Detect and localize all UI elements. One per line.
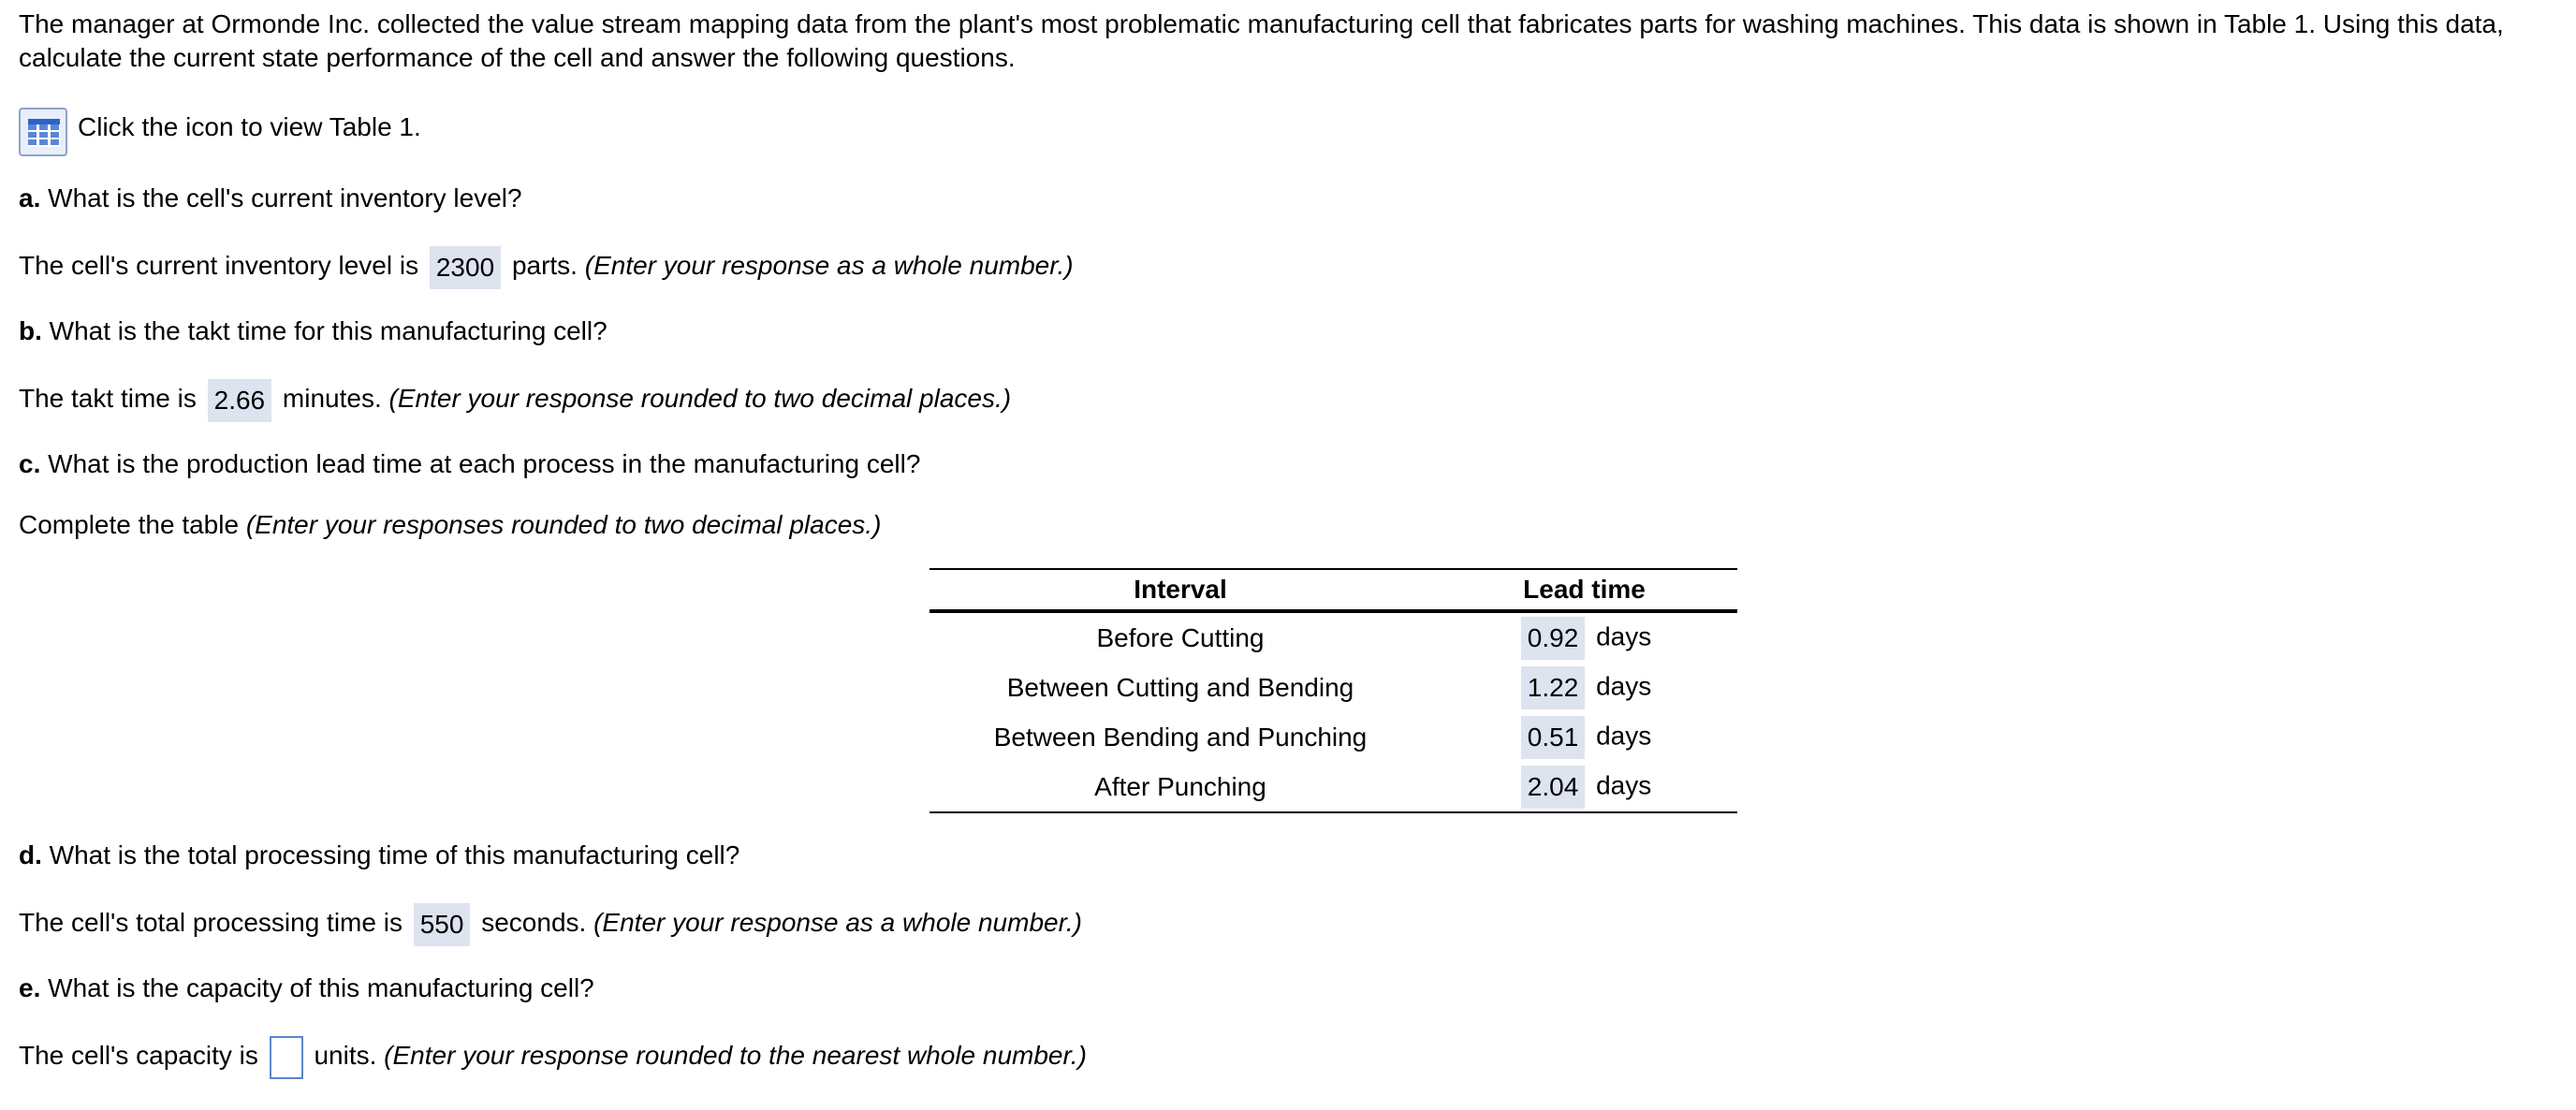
answer-b-prefix: The takt time is [19, 384, 197, 413]
interval-cell: Between Bending and Punching [993, 722, 1368, 752]
unit-label: days [1596, 769, 1652, 799]
question-d [19, 839, 739, 872]
answer-e-line [19, 1030, 1087, 1081]
question-a-letter: a. [19, 183, 41, 212]
answer-b-line [19, 373, 1011, 424]
lead-time-header-row [929, 569, 1737, 611]
inventory-answer-field[interactable]: 2300 [430, 246, 501, 289]
lead-time-table [929, 568, 1737, 813]
interval-header: Interval [929, 569, 1431, 611]
lead-time-answer-field[interactable]: 2.04 [1521, 766, 1586, 809]
lead-time-header: Lead time [1431, 569, 1737, 611]
lead-time-answer-field[interactable]: 0.92 [1521, 617, 1586, 660]
answer-d-line [19, 898, 1082, 948]
question-e-letter: e. [19, 973, 41, 1002]
question-b-letter: b. [19, 316, 42, 345]
table-row [929, 762, 1737, 812]
table-link-text: Click the icon to view Table 1. [78, 112, 421, 141]
lead-time-cell [1431, 762, 1737, 812]
lead-time-answer-field[interactable]: 0.51 [1521, 716, 1586, 759]
answer-d-prefix: The cell's total processing time is [19, 908, 402, 937]
question-a [19, 182, 522, 215]
answer-e-prefix: The cell's capacity is [19, 1041, 258, 1070]
table-instruction-prefix: Complete the table [19, 510, 240, 539]
question-a-text: What is the cell's current inventory level? [48, 183, 522, 212]
table-row [929, 663, 1737, 712]
lead-time-cell [1431, 611, 1737, 663]
answer-a-suffix: parts. [511, 251, 578, 280]
answer-e-suffix: units. [314, 1041, 377, 1070]
answer-e-note: (Enter your response rounded to the nearest whole number.) [384, 1041, 1087, 1070]
table-row [929, 611, 1737, 663]
question-d-letter: d. [19, 840, 42, 869]
table-instruction [19, 508, 881, 542]
lead-time-cell [1431, 663, 1737, 712]
answer-d-suffix: seconds. [481, 908, 587, 937]
question-e [19, 971, 594, 1005]
table-instruction-note: (Enter your responses rounded to two decimal places.) [245, 510, 882, 539]
table-row [929, 712, 1737, 762]
question-e-text: What is the capacity of this manufacturing cell? [48, 973, 594, 1002]
problem-intro: The manager at Ormonde Inc. collected the value stream mapping data from the plant's most problematic manufacturing cell that fabricates parts for washing machines. This data is shown in Table 1. Using this data, calculate the current state performance of the cell and answer the following questions. [19, 9, 2504, 72]
unit-label: days [1596, 621, 1652, 650]
question-d-text: What is the total processing time of this manufacturing cell? [49, 840, 740, 869]
capacity-input[interactable] [270, 1036, 303, 1079]
unit-label: days [1596, 720, 1652, 750]
answer-a-prefix: The cell's current inventory level is [19, 251, 419, 280]
takt-time-answer-field[interactable]: 2.66 [208, 379, 272, 422]
question-b [19, 314, 607, 348]
question-c [19, 447, 920, 481]
interval-cell: After Punching [929, 762, 1431, 812]
interval-cell: Before Cutting [1096, 622, 1265, 652]
question-c-text: What is the production lead time at each process in the manufacturing cell? [48, 449, 921, 478]
lead-time-cell [1431, 712, 1737, 762]
answer-b-suffix: minutes. [282, 384, 382, 413]
question-b-text: What is the takt time for this manufacturing cell? [49, 316, 607, 345]
answer-b-note: (Enter your response rounded to two decimal places.) [388, 384, 1012, 413]
answer-d-note: (Enter your response as a whole number.) [593, 908, 1082, 937]
question-c-letter: c. [19, 449, 41, 478]
processing-time-answer-field[interactable]: 550 [414, 903, 471, 946]
answer-a-line [19, 241, 1074, 291]
table-grid-icon[interactable] [19, 108, 67, 156]
answer-a-note: (Enter your response as a whole number.) [584, 251, 1074, 280]
interval-cell: Between Cutting and Bending [1006, 672, 1354, 702]
lead-time-answer-field[interactable]: 1.22 [1521, 666, 1586, 709]
unit-label: days [1596, 670, 1652, 700]
